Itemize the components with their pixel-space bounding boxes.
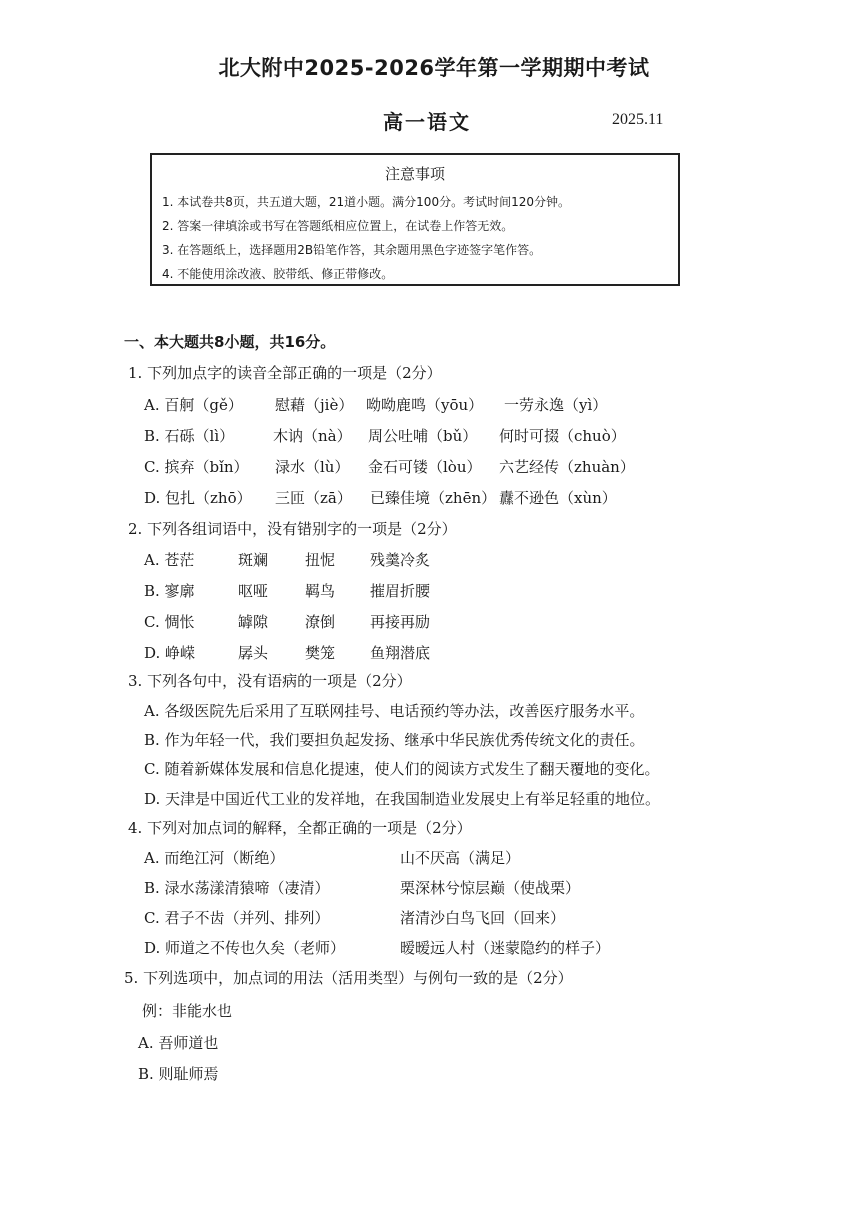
q2-option: C. 惆怅 — [144, 613, 195, 631]
q1-option: 已臻佳境（zhēn） — [370, 489, 497, 507]
q2-option: 鱼翔潜底 — [370, 644, 431, 662]
notice-item: 2. 答案一律填涂或书写在答题纸相应位置上，在试卷上作答无效。 — [162, 219, 514, 233]
subject-title: 高一语文 — [383, 110, 471, 134]
question-3-stem: 3. 下列各句中，没有语病的一项是（2分） — [128, 672, 412, 690]
q4-option: C. 君子不齿（并列、排列） — [144, 909, 330, 927]
q2-option: 斑斓 — [238, 551, 269, 569]
q1-option: 木讷（nà） — [273, 427, 352, 445]
q1-option: 何时可掇（chuò） — [499, 427, 626, 445]
q4-option: 山不厌高（满足） — [400, 849, 521, 867]
q1-option: 慰藉（jiè） — [275, 396, 354, 414]
q4-option: A. 而绝江河（断绝） — [144, 849, 285, 867]
q2-option: 残羹冷炙 — [370, 551, 431, 569]
q3-option: D. 天津是中国近代工业的发祥地，在我国制造业发展史上有举足轻重的地位。 — [144, 790, 661, 808]
q5-option: B. 则耻师焉 — [138, 1065, 219, 1083]
exam-date: 2025.11 — [612, 111, 664, 128]
question-1-stem: 1. 下列加点字的读音全部正确的一项是（2分） — [128, 364, 442, 382]
question-4-stem: 4. 下列对加点词的解释，全都正确的一项是（2分） — [128, 819, 472, 837]
q3-option: B. 作为年轻一代，我们要担负起发扬、继承中华民族优秀传统文化的责任。 — [144, 731, 645, 749]
q4-option: 栗深林兮惊层巅（使战栗） — [400, 879, 581, 897]
q3-option: C. 随着新媒体发展和信息化提速，使人们的阅读方式发生了翻天覆地的变化。 — [144, 760, 660, 778]
q5-example: 例：非能水也 — [142, 1002, 233, 1020]
q5-option: A. 吾师道也 — [138, 1034, 219, 1052]
question-2-stem: 2. 下列各组词语中，没有错别字的一项是（2分） — [128, 520, 457, 538]
q1-option: C. 摈弃（bǐn） — [144, 458, 249, 476]
q4-option: D. 师道之不传也久矣（老师） — [144, 939, 346, 957]
q2-option: 罅隙 — [238, 613, 269, 631]
notice-item: 3. 在答题纸上，选择题用2B铅笔作答，其余题用黑色字迹签字笔作答。 — [162, 243, 542, 257]
notice-title: 注意事项 — [384, 165, 445, 183]
exam-title: 北大附中2025-2026学年第一学期期中考试 — [218, 56, 650, 80]
q1-option: 呦呦鹿鸣（yōu） — [366, 396, 484, 414]
q2-option: 呕哑 — [238, 582, 269, 600]
notice-box — [150, 153, 680, 286]
q4-option: 暧暧远人村（迷蒙隐约的样子） — [400, 939, 611, 957]
q2-option: 潦倒 — [305, 613, 336, 631]
section-heading: 一、本大题共8小题，共16分。 — [124, 333, 336, 351]
q1-option: 纛不逊色（xùn） — [499, 489, 617, 507]
q1-option: 六艺经传（zhuàn） — [499, 458, 635, 476]
q4-option: 渚清沙白鸟飞回（回来） — [400, 909, 566, 927]
q2-option: 再接再励 — [370, 613, 431, 631]
q1-option: 金石可镂（lòu） — [368, 458, 482, 476]
q2-option: 孱头 — [238, 644, 269, 662]
q1-option: D. 包扎（zhō） — [144, 489, 252, 507]
q4-option: B. 渌水荡漾清猿啼（凄清） — [144, 879, 330, 897]
q1-option: A. 百舸（gě） — [144, 396, 243, 414]
q1-option: B. 石砾（lì） — [144, 427, 235, 445]
question-5-stem: 5. 下列选项中，加点词的用法（活用类型）与例句一致的是（2分） — [124, 969, 573, 987]
q2-option: 扭怩 — [305, 551, 336, 569]
q2-option: 樊笼 — [305, 644, 336, 662]
q2-option: D. 峥嵘 — [144, 644, 196, 662]
q2-option: 摧眉折腰 — [370, 582, 431, 600]
q1-option: 渌水（lù） — [275, 458, 350, 476]
q1-option: 周公吐哺（bǔ） — [368, 427, 478, 445]
notice-item: 4. 不能使用涂改液、胶带纸、修正带修改。 — [162, 267, 394, 281]
q3-option: A. 各级医院先后采用了互联网挂号、电话预约等办法，改善医疗服务水平。 — [144, 702, 645, 720]
q2-option: 羁鸟 — [305, 582, 336, 600]
q1-option: 一劳永逸（yì） — [504, 396, 608, 414]
q2-option: A. 苍茫 — [144, 551, 195, 569]
q2-option: B. 寥廓 — [144, 582, 195, 600]
notice-item: 1. 本试卷共8页，共五道大题，21道小题。满分100分。考试时间120分钟。 — [162, 195, 570, 209]
q1-option: 三匝（zā） — [275, 489, 352, 507]
